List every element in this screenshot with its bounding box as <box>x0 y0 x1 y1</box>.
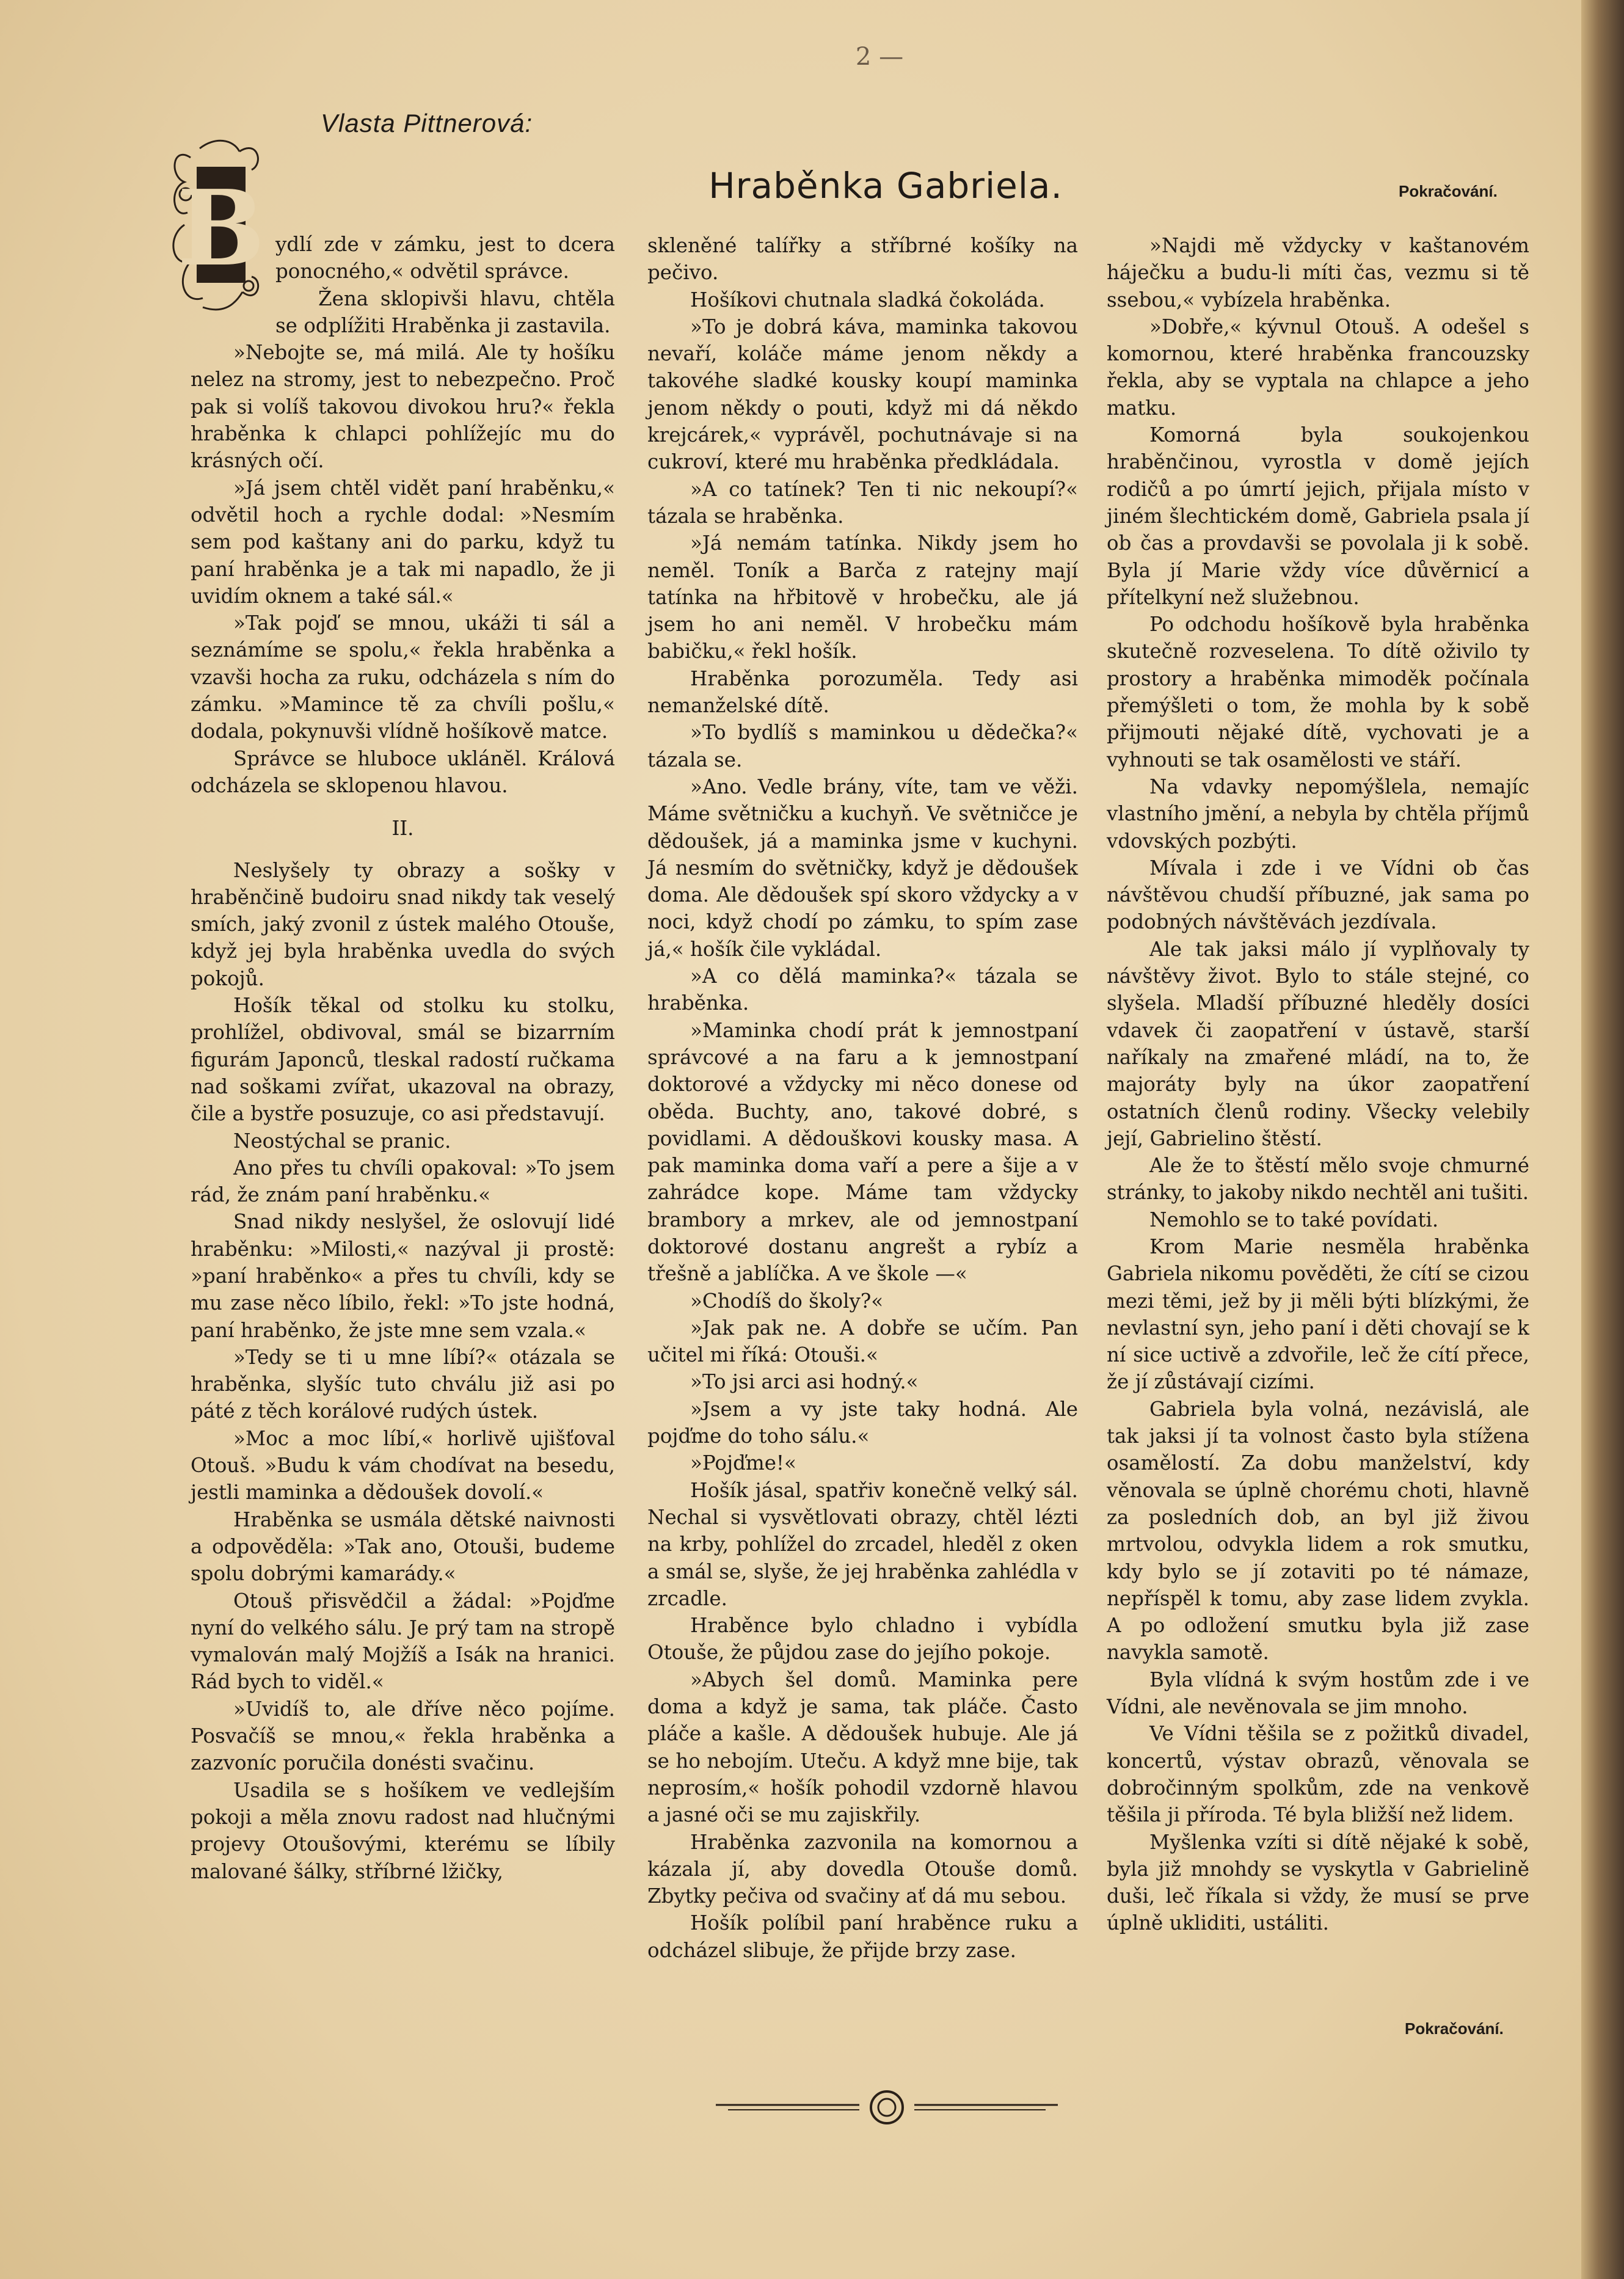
paragraph: »Tedy se ti u mne líbí?« otázala se hraběnka, slyšíc tuto chválu již asi po páté z těch korálové rudých ústek. <box>191 1345 615 1423</box>
paragraph: Hraběnce bylo chladno i vybídla Otouše, že půjdou zase do jejího pokoje. <box>647 1614 1078 1665</box>
paragraph: skleněné talířky a stříbrné košíky na pečivo. <box>647 234 1078 285</box>
paragraph: »Jsem a vy jste taky hodná. Ale pojďme do toho sálu.« <box>647 1397 1078 1448</box>
paragraph: Neslyšely ty obrazy a sošky v hraběnčině budoiru snad nikdy tak veselý smích, jaký zvonil z ústek malého Otouše, když jej byla hraběnka uvedla do svých pokojů. <box>191 858 615 990</box>
paragraph: Snad nikdy neslyšel, že oslovují lidé hraběnku: »Milosti,« nazýval ji prostě: »paní hraběnko« a přes tu chvíli, kdy se mu zase něco líbilo, řekl: »To jste hodná, paní hraběnko, že jste mne sem vzala.« <box>191 1210 615 1342</box>
paragraph: »Já jsem chtěl vidět paní hraběnku,« odvětil hoch a rychle dodal: »Nesmím sem pod kaštany ani do parku, když tu paní hraběnka je a tak mi napadlo, že ji uvidím oknem a také sál.« <box>191 476 615 608</box>
paragraph: »A co tatínek? Ten ti nic nekoupí?« tázala se hraběnka. <box>647 477 1078 528</box>
paragraph: »Pojďme!« <box>690 1451 796 1475</box>
end-ornament-icon <box>716 2089 1058 2126</box>
paragraph: Myšlenka vzíti si dítě nějaké k sobě, byla již mnohdy se vyskytla v Gabrielině duši, leč říkala si vždy, že musí se prve úplně ukliditi, ustáliti. <box>1107 1830 1529 1935</box>
ornamental-drop-cap-icon <box>166 133 267 316</box>
text-column-1 <box>177 167 615 1885</box>
paragraph: »Chodíš do školy?« <box>690 1289 884 1313</box>
paragraph: Neostýchal se pranic. <box>233 1129 451 1153</box>
paragraph: Hošík těkal od stolku ku stolku, prohlížel, obdivoval, smál se bizarrním figurám Japonců, tleskal radostí ručkama nad soškami zvířat, ukazoval na obrazy, čile a bystře posuzuje, co asi představují. <box>191 994 615 1126</box>
paragraph: »To je dobrá káva, maminka takovou nevaří, koláče máme jenom někdy a takovéhe sladké kousky koupí maminka jenom někdy o pouti, když mi dá někdo krejcárek,« vyprávěl, pochutnávaje si na cukroví, které mu hraběnka předkládala. <box>647 315 1078 474</box>
paragraph: »Najdi mě vždycky v kaštanovém háječku a budu-li míti čas, vezmu si tě ssebou,« vybízela hraběnka. <box>1107 234 1529 312</box>
paragraph: ydlí zde v zámku, jest to dcera ponocného,« odvětil správce. <box>275 233 615 283</box>
continuation-note-bottom: Pokračování. <box>1405 2019 1504 2038</box>
paragraph: »Moc a moc líbí,« horlivě ujišťoval Otouš. »Budu k vám chodívat na besedu, jestli maminka a dědoušek dovolí.« <box>191 1426 615 1504</box>
section-number: II. <box>391 817 414 840</box>
paragraph: Hošíkovi chutnala sladká čokoláda. <box>690 288 1045 312</box>
paragraph: Po odchodu hošíkově byla hraběnka skutečně rozveselena. To dítě oživilo ty prostory a hraběnka mimoděk počínala přemýšleti o tom, že mohla by k sobě přijmouti nějaké dítě, vychovati je a vyhnouti se tak osamělosti ve stáří. <box>1107 613 1529 771</box>
paragraph: Komorná byla soukojenkou hraběnčinou, vyrostla v domě jejích rodičů a po úmrtí jejich, přijala místo v jiném šlechtickém domě, Gabriela psala jí ob čas a provdavši se povolala ji k sobě. Byla jí Marie vždy více důvěrnicí a přítelkyní než služebnou. <box>1107 423 1529 609</box>
paragraph: »Maminka chodí prát k jemnostpaní správcové a na faru a k jemnostpaní doktorové a vždycky mi něco donese od oběda. Buchty, ano, takové dobré, s povidlami. A dědouškovi kousky masa. A pak maminka doma vaří a pere a šije a v zahrádce kope. Máme tam vždycky brambory a mrkev, ale od jemnostpaní doktorové dostanu angrešt a rybíz a třešně a jablíčka. A ve škole —« <box>647 1018 1078 1286</box>
page-number: 2 — <box>855 43 904 71</box>
author-name: Vlasta Pittnerová: <box>321 109 533 137</box>
paragraph: Na vdavky nepomýšlela, nemajíc vlastního jmění, a nebyla by chtěla příjmů vdovských pozbýti. <box>1107 775 1529 853</box>
paragraph: Hošík jásal, spatřiv konečně velký sál. Nechal si vysvětlovati obrazy, chtěl lézti na krby, pohlížel do zrcadel, hleděl z oken a smál se, slyše, že jej hraběnka zahlédla v zrcadle. <box>647 1478 1078 1610</box>
paragraph: Nemohlo se to také povídati. <box>1149 1208 1439 1231</box>
story-title: Hraběnka Gabriela. <box>708 165 1063 206</box>
paragraph: Gabriela byla volná, nezávislá, ale tak jaksi jí ta volnost často byla stížena osamělostí. Za dobu manželství, kdy věnovala se úplně chorému choti, hlavně za posledních dob, an byl již živou mrtvolou, odvykla lidem a rok smutku, kdy bylo se jí zotaviti po té námaze, nepříspěl k tomu, aby zase lidem zvykla. A po odložení smutku byla již zase navykla samotě. <box>1107 1397 1529 1665</box>
paragraph: »Nebojte se, má milá. Ale ty hošíku nelez na stromy, jest to nebezpečno. Proč pak si volíš takovou divokou hru?« řekla hraběnka k chlapci pohlížejíc mu do krásných očí. <box>191 341 615 473</box>
paragraph: Žena sklopivši hlavu, chtěla se odplížiti Hraběnka ji zastavila. <box>275 286 615 337</box>
paragraph: Správce se hluboce uklánĕl. Králová odcházela se sklopenou hlavou. <box>191 746 615 797</box>
paragraph: »Abych šel domů. Maminka pere doma a když je sama, tak pláče. Často pláče a kašle. A dědoušek hubuje. Ale já se ho nebojím. Uteču. A když mne bije, tak neprosím,« hošík pohodil vzdorně hlavou a jasné oči se mu zajiskřily. <box>647 1668 1078 1827</box>
paragraph: Otouš přisvědčil a žádal: »Pojďme nyní do velkého sálu. Je prý tam na stropě vymalován malý Mojžíš a Isák na hranici. Rád bych to viděl.« <box>191 1589 615 1694</box>
paragraph: Krom Marie nesměla hraběnka Gabriela nikomu pověděti, že cítí se cizou mezi těmi, jež by ji měli býti blízkými, že nevlastní syn, jeho paní i děti chovají se k ní sice uctivě a zdvořile, leč že cítí přece, že jí zůstávají cizími. <box>1107 1234 1529 1394</box>
paragraph: Hraběnka se usmála dětské naivnosti a odpověděla: »Tak ano, Otouši, budeme spolu dobrými kamarády.« <box>191 1508 615 1586</box>
paragraph: Ve Vídni těšila se z požitků divadel, koncertů, výstav obrazů, věnovala se dobročinným spolkům, zde na venkově těšila ji příroda. Té byla bližší než lidem. <box>1107 1722 1529 1827</box>
text-column-3 <box>1107 232 1529 1937</box>
paragraph: »To jsi arci asi hodný.« <box>690 1370 919 1394</box>
paragraph: »Uvidíš to, ale dříve něco pojíme. Posvačíš se mnou,« řekla hraběnka a zazvoníc poručila donésti svačinu. <box>191 1697 615 1775</box>
paragraph: »A co dělá maminka?« tázala se hraběnka. <box>647 964 1078 1015</box>
continuation-note-top: Pokračování. <box>1399 182 1498 200</box>
text-column-2 <box>647 232 1078 1964</box>
paragraph: »Dobře,« kývnul Otouš. A odešel s komornou, které hraběnka francouzsky řekla, aby se vyptala na chlapce a jeho matku. <box>1107 315 1529 420</box>
paragraph: Mívala i zde i ve Vídni ob čas návštěvou chudší příbuzné, jak sama po podobných návštěvách jezdívala. <box>1107 856 1529 934</box>
paragraph: Hraběnka porozuměla. Tedy asi nemanželské dítě. <box>647 666 1078 718</box>
paragraph: Ale tak jaksi málo jí vyplňovaly ty návštěvy život. Bylo to stále stejné, co slyšela. Mladší příbuzné hleděly dosíci vdavek či zaopatření v ústavě, starší naříkaly na zmařené mládí, na to, že majoráty byly na úkor zaopatření ostatních členů rodiny. Všecky velebily její, Gabrielino štěstí. <box>1107 937 1529 1150</box>
paragraph: Ale že to štěstí mělo svoje chmurné stránky, to jakoby nikdo nechtěl ani tušiti. <box>1107 1154 1529 1205</box>
paragraph: »Ano. Vedle brány, víte, tam ve věži. Máme světničku a kuchyň. Ve světničce je dědoušek, já a maminka jsme v kuchyni. Já nesmím do světničky, když je dědoušek doma. Ale dědoušek spí skoro vždycky a v noci, když chodí po zámku, to spím zase já,« hošík čile vykládal. <box>647 775 1078 961</box>
paragraph: Byla vlídná k svým hostům zde i ve Vídni, ale nevěnovala se jim mnoho. <box>1107 1668 1529 1719</box>
paragraph: Hraběnka zazvonila na komornou a kázala jí, aby dovedla Otouše domů. Zbytky pečiva od svačiny ať dá mu sebou. <box>647 1830 1078 1908</box>
paragraph: Usadila se s hošíkem ve vedlejším pokoji a měla znovu radost nad hlučnými projevy Otoušovými, kterému se líbily malované šálky, stříbrné lžičky, <box>191 1778 615 1883</box>
drop-cap-letter: B <box>177 167 265 290</box>
paragraph: Ano přes tu chvíli opakoval: »To jsem rád, že znám paní hraběnku.« <box>191 1156 615 1207</box>
book-spine-shadow <box>1581 0 1624 2279</box>
paragraph: »To bydlíš s maminkou u dědečka?« tázala se. <box>647 721 1078 771</box>
paragraph: »Tak pojď se mnou, ukáži ti sál a seznámíme se spolu,« řekla hraběnka a vzavši hocha za ruku, odcházela s ním do zámku. »Mamince tě za chvíli pošlu,« dodala, pokynuvši vlídně hošíkově matce. <box>191 611 615 743</box>
paragraph: »Já nemám tatínka. Nikdy jsem ho neměl. Toník a Barča z ratejny mají tatínka na hřbitově v hrobečku, ale já jsem ho ani neměl. V hrobečku mám babičku,« řekl hošík. <box>647 531 1078 663</box>
paragraph: Hošík políbil paní hraběnce ruku a odcházel slibuje, že přijde brzy zase. <box>647 1911 1078 1962</box>
paragraph: »Jak pak ne. A dobře se učím. Pan učitel mi říká: Otouši.« <box>647 1316 1078 1367</box>
